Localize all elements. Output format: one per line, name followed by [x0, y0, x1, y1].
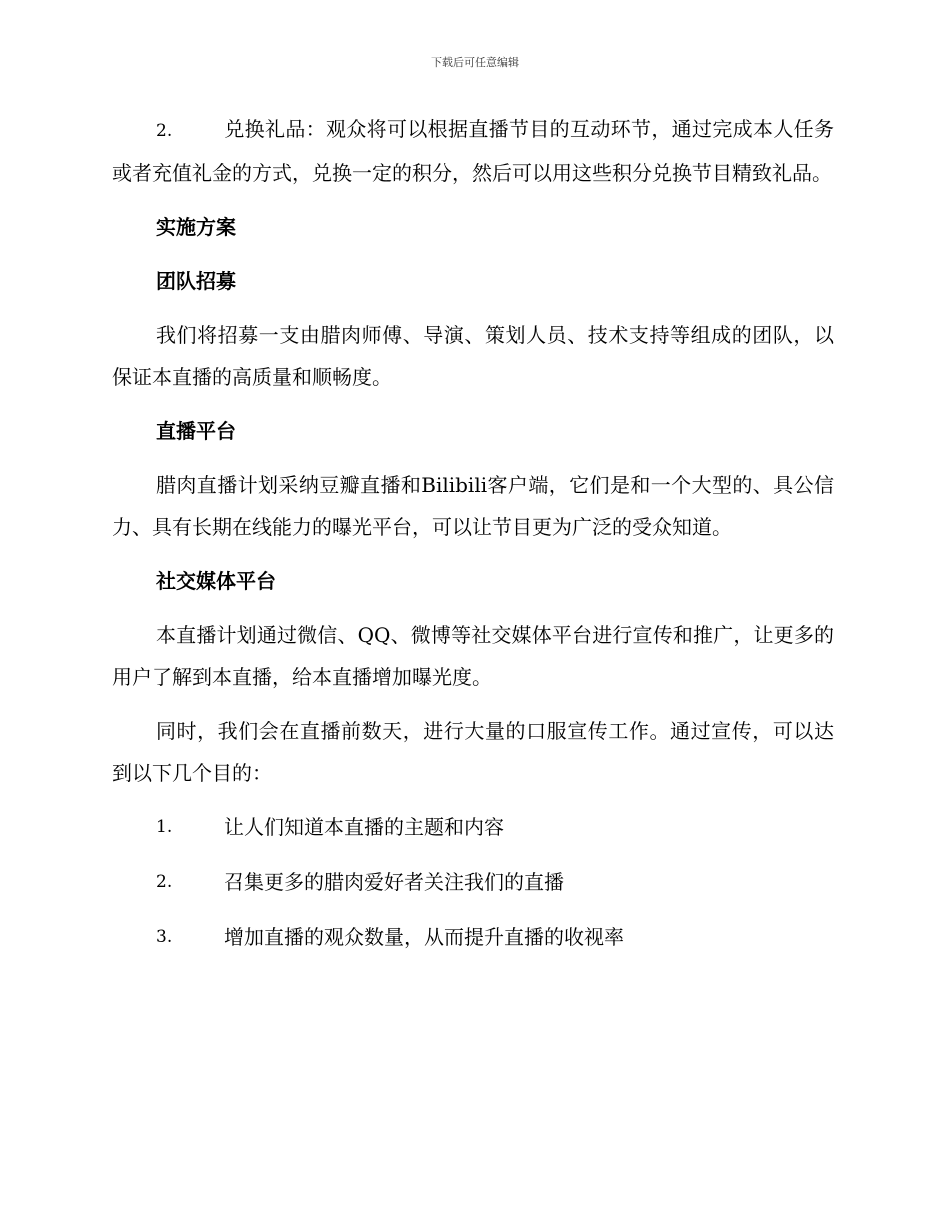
promotion-paragraph: 同时，我们会在直播前数天，进行大量的口服宣传工作。通过宣传，可以达到以下几个目的： — [112, 719, 834, 785]
list-item-text: 增加直播的观众数量，从而提升直播的收视率 — [224, 925, 624, 949]
social-media-paragraph: 本直播计划通过微信、QQ、微博等社交媒体平台进行宣传和推广，让更多的用户了解到本直播，给本直播增加曝光度。 — [112, 623, 834, 689]
redeem-gifts-text: 兑换礼品：观众将可以根据直播节目的互动环节，通过完成本人任务或者充值礼金的方式，兑换一定的积分，然后可以用这些积分兑换节目精致礼品。 — [112, 117, 834, 185]
list-item-text: 让人们知道本直播的主题和内容 — [224, 815, 504, 839]
list-item-text: 召集更多的腊肉爱好者关注我们的直播 — [224, 870, 564, 894]
page-header: 下载后可任意编辑 — [431, 56, 519, 69]
list-item — [112, 916, 834, 958]
team-paragraph: 我们将招募一支由腊肉师傅、导演、策划人员、技术支持等组成的团队，以保证本直播的高质量和顺畅度。 — [112, 323, 834, 389]
redeem-gifts-item — [112, 108, 834, 194]
document-body — [112, 108, 834, 971]
list-number: 3. — [156, 927, 173, 947]
list-item — [112, 861, 834, 903]
implementation-heading: 实施方案 — [156, 215, 236, 239]
list-item — [112, 806, 834, 848]
social-media-heading: 社交媒体平台 — [156, 569, 276, 593]
platform-paragraph: 腊肉直播计划采纳豆瓣直播和Bilibili客户端，它们是和一个大型的、具公信力、具有长期在线能力的曝光平台，可以让节目更为广泛的受众知道。 — [112, 473, 834, 539]
team-heading: 团队招募 — [156, 269, 236, 293]
platform-heading: 直播平台 — [156, 419, 236, 443]
list-number: 1. — [156, 817, 173, 837]
list-number: 2. — [156, 121, 173, 141]
list-number: 2. — [156, 872, 173, 892]
